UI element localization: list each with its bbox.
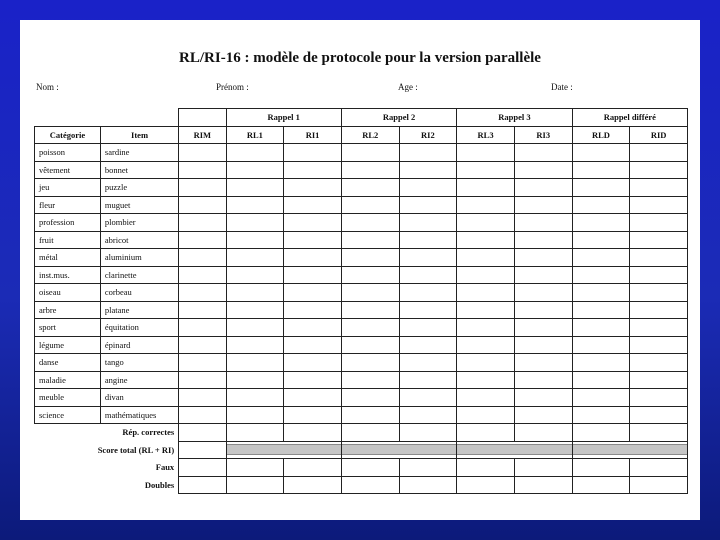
- score-cell[interactable]: [284, 266, 342, 284]
- score-cell[interactable]: [572, 371, 630, 389]
- score-cell[interactable]: [179, 266, 226, 284]
- score-cell[interactable]: [572, 406, 630, 424]
- score-cell[interactable]: [179, 336, 226, 354]
- col-header-rid: RID: [630, 126, 688, 144]
- score-cell[interactable]: [572, 424, 630, 442]
- score-cell[interactable]: [226, 284, 284, 302]
- score-cell[interactable]: [341, 266, 399, 284]
- score-cell[interactable]: [226, 196, 284, 214]
- item-cell: aluminium: [100, 249, 178, 267]
- score-cell[interactable]: [341, 354, 399, 372]
- score-cell[interactable]: [226, 179, 284, 197]
- group-header-rappel-differe: Rappel différé: [572, 109, 687, 127]
- score-cell[interactable]: [284, 301, 342, 319]
- score-cell[interactable]: [399, 301, 457, 319]
- score-cell[interactable]: [341, 406, 399, 424]
- score-cell[interactable]: [226, 459, 284, 477]
- score-cell[interactable]: [572, 144, 630, 162]
- score-cell[interactable]: [572, 284, 630, 302]
- col-header-rld: RLD: [572, 126, 630, 144]
- score-cell[interactable]: [341, 459, 399, 477]
- category-cell: profession: [35, 214, 101, 232]
- col-header-rl2: RL2: [341, 126, 399, 144]
- score-cell[interactable]: [284, 179, 342, 197]
- score-cell[interactable]: [179, 319, 226, 337]
- score-cell[interactable]: [226, 249, 284, 267]
- score-cell[interactable]: [226, 214, 284, 232]
- score-cell[interactable]: [514, 231, 572, 249]
- score-cell[interactable]: [226, 266, 284, 284]
- score-cell[interactable]: [514, 354, 572, 372]
- footer-row: [35, 424, 688, 442]
- score-cell[interactable]: [514, 319, 572, 337]
- score-cell[interactable]: [284, 319, 342, 337]
- page-title: RL/RI-16 : modèle de protocole pour la version parallèle: [179, 50, 541, 66]
- footer-row: [35, 459, 688, 477]
- score-cell[interactable]: [630, 144, 688, 162]
- table-row: [35, 196, 688, 214]
- score-cell[interactable]: [399, 179, 457, 197]
- score-cell[interactable]: [341, 476, 399, 494]
- score-cell[interactable]: [399, 319, 457, 337]
- score-cell[interactable]: [179, 196, 226, 214]
- field-prenom-label: Prénom :: [216, 82, 249, 92]
- score-cell[interactable]: [179, 161, 226, 179]
- score-cell[interactable]: [226, 406, 284, 424]
- category-cell: fruit: [35, 231, 101, 249]
- score-cell[interactable]: [179, 301, 226, 319]
- footer-label: Doubles: [144, 479, 175, 490]
- score-cell[interactable]: [284, 424, 342, 442]
- score-cell[interactable]: [179, 144, 226, 162]
- item-cell: plombier: [100, 214, 178, 232]
- score-cell[interactable]: [630, 161, 688, 179]
- score-cell[interactable]: [284, 231, 342, 249]
- item-cell: bonnet: [100, 161, 178, 179]
- group-header-rappel-1: Rappel 1: [226, 109, 341, 127]
- category-cell: meuble: [35, 389, 101, 407]
- score-cell[interactable]: [226, 144, 284, 162]
- score-cell[interactable]: [341, 196, 399, 214]
- score-cell[interactable]: [630, 354, 688, 372]
- score-cell[interactable]: [341, 336, 399, 354]
- score-cell[interactable]: [399, 424, 457, 442]
- group-header-rappel-3: Rappel 3: [457, 109, 572, 127]
- score-cell[interactable]: [341, 231, 399, 249]
- score-cell[interactable]: [341, 179, 399, 197]
- score-cell[interactable]: [399, 336, 457, 354]
- col-header-ri1: RI1: [284, 126, 342, 144]
- score-cell[interactable]: [630, 406, 688, 424]
- score-cell[interactable]: [457, 389, 515, 407]
- protocol-table: [34, 108, 688, 494]
- item-cell: clarinette: [100, 266, 178, 284]
- item-cell: puzzle: [100, 179, 178, 197]
- score-cell[interactable]: [341, 424, 399, 442]
- score-cell[interactable]: [284, 284, 342, 302]
- score-cell[interactable]: [630, 231, 688, 249]
- table-row: [35, 301, 688, 319]
- category-cell: science: [35, 406, 101, 424]
- table-row: [35, 336, 688, 354]
- score-cell[interactable]: [226, 301, 284, 319]
- score-cell[interactable]: [399, 214, 457, 232]
- item-cell: platane: [100, 301, 178, 319]
- score-cell[interactable]: [630, 196, 688, 214]
- score-cell[interactable]: [399, 144, 457, 162]
- category-cell: vêtement: [35, 161, 101, 179]
- table-row: [35, 389, 688, 407]
- score-cell[interactable]: [226, 161, 284, 179]
- score-cell[interactable]: [284, 371, 342, 389]
- score-cell[interactable]: [514, 389, 572, 407]
- table-row: [35, 161, 688, 179]
- category-cell: oiseau: [35, 284, 101, 302]
- score-cell[interactable]: [572, 161, 630, 179]
- category-cell: maladie: [35, 371, 101, 389]
- score-total-bar: [341, 441, 456, 459]
- table-row: [35, 231, 688, 249]
- category-cell: arbre: [35, 301, 101, 319]
- field-age-label: Age :: [398, 82, 418, 92]
- col-header-item: Item: [100, 126, 178, 144]
- score-cell[interactable]: [179, 249, 226, 267]
- score-cell[interactable]: [514, 161, 572, 179]
- category-cell: jeu: [35, 179, 101, 197]
- score-cell[interactable]: [399, 354, 457, 372]
- col-header-rl1: RL1: [226, 126, 284, 144]
- score-cell[interactable]: [457, 336, 515, 354]
- score-cell[interactable]: [284, 161, 342, 179]
- score-cell[interactable]: [341, 319, 399, 337]
- score-cell[interactable]: [572, 389, 630, 407]
- col-header-rim: RIM: [179, 126, 226, 144]
- category-cell: danse: [35, 354, 101, 372]
- score-cell[interactable]: [572, 214, 630, 232]
- score-cell[interactable]: [457, 459, 515, 477]
- score-cell[interactable]: [457, 144, 515, 162]
- score-cell[interactable]: [341, 284, 399, 302]
- item-cell: mathématiques: [100, 406, 178, 424]
- score-cell[interactable]: [630, 249, 688, 267]
- score-cell[interactable]: [399, 389, 457, 407]
- score-cell[interactable]: [179, 476, 226, 494]
- score-cell[interactable]: [399, 161, 457, 179]
- score-cell[interactable]: [284, 196, 342, 214]
- category-cell: inst.mus.: [35, 266, 101, 284]
- score-cell[interactable]: [399, 266, 457, 284]
- item-cell: muguet: [100, 196, 178, 214]
- score-cell[interactable]: [457, 476, 515, 494]
- score-cell[interactable]: [179, 214, 226, 232]
- footer-row: [35, 476, 688, 494]
- score-cell[interactable]: [399, 459, 457, 477]
- score-cell[interactable]: [514, 336, 572, 354]
- score-cell[interactable]: [399, 406, 457, 424]
- score-cell[interactable]: [457, 284, 515, 302]
- col-header-categorie: Catégorie: [35, 126, 101, 144]
- score-cell[interactable]: [457, 266, 515, 284]
- score-cell[interactable]: [514, 459, 572, 477]
- table-row: [35, 284, 688, 302]
- table-row: [35, 406, 688, 424]
- score-cell[interactable]: [179, 231, 226, 249]
- score-cell[interactable]: [341, 249, 399, 267]
- score-cell[interactable]: [630, 336, 688, 354]
- footer-label: Rép. correctes: [122, 427, 175, 438]
- score-cell[interactable]: [284, 459, 342, 477]
- table-row: [35, 214, 688, 232]
- score-cell[interactable]: [457, 179, 515, 197]
- score-cell[interactable]: [514, 406, 572, 424]
- score-cell[interactable]: [179, 371, 226, 389]
- column-header-row: [35, 126, 688, 144]
- score-cell[interactable]: [179, 389, 226, 407]
- table-row: [35, 319, 688, 337]
- score-total-bar: [572, 441, 687, 459]
- score-cell[interactable]: [457, 214, 515, 232]
- score-cell[interactable]: [572, 336, 630, 354]
- item-cell: divan: [100, 389, 178, 407]
- score-cell[interactable]: [399, 476, 457, 494]
- col-header-ri3: RI3: [514, 126, 572, 144]
- field-nom-label: Nom :: [36, 82, 59, 92]
- score-cell[interactable]: [226, 354, 284, 372]
- score-cell[interactable]: [572, 266, 630, 284]
- score-cell[interactable]: [514, 196, 572, 214]
- score-cell[interactable]: [457, 249, 515, 267]
- field-date-label: Date :: [551, 82, 573, 92]
- col-header-rl3: RL3: [457, 126, 515, 144]
- protocol-sheet: [20, 20, 700, 520]
- item-cell: abricot: [100, 231, 178, 249]
- score-cell[interactable]: [572, 196, 630, 214]
- score-cell[interactable]: [514, 476, 572, 494]
- group-header-rappel-2: Rappel 2: [341, 109, 456, 127]
- group-header-row: [35, 109, 688, 127]
- score-cell[interactable]: [179, 284, 226, 302]
- item-cell: corbeau: [100, 284, 178, 302]
- score-cell[interactable]: [514, 179, 572, 197]
- score-cell[interactable]: [572, 319, 630, 337]
- score-cell[interactable]: [630, 459, 688, 477]
- score-cell[interactable]: [341, 214, 399, 232]
- score-cell[interactable]: [630, 319, 688, 337]
- score-cell[interactable]: [284, 249, 342, 267]
- score-cell[interactable]: [457, 319, 515, 337]
- item-cell: angine: [100, 371, 178, 389]
- table-row: [35, 371, 688, 389]
- score-cell[interactable]: [399, 231, 457, 249]
- score-cell[interactable]: [179, 179, 226, 197]
- score-cell[interactable]: [226, 336, 284, 354]
- score-cell[interactable]: [572, 249, 630, 267]
- item-cell: tango: [100, 354, 178, 372]
- score-cell[interactable]: [284, 336, 342, 354]
- item-cell: épinard: [100, 336, 178, 354]
- score-cell[interactable]: [284, 354, 342, 372]
- table-row: [35, 249, 688, 267]
- score-cell[interactable]: [457, 354, 515, 372]
- item-cell: équitation: [100, 319, 178, 337]
- score-cell[interactable]: [226, 231, 284, 249]
- blank-header-cell: [179, 109, 226, 127]
- category-cell: sport: [35, 319, 101, 337]
- score-cell[interactable]: [457, 301, 515, 319]
- col-header-ri2: RI2: [399, 126, 457, 144]
- score-cell[interactable]: [226, 319, 284, 337]
- score-cell[interactable]: [514, 284, 572, 302]
- score-cell[interactable]: [572, 301, 630, 319]
- score-cell[interactable]: [341, 371, 399, 389]
- score-cell[interactable]: [179, 424, 226, 442]
- score-cell[interactable]: [226, 424, 284, 442]
- score-cell[interactable]: [457, 371, 515, 389]
- score-cell[interactable]: [514, 144, 572, 162]
- score-cell[interactable]: [179, 354, 226, 372]
- score-cell[interactable]: [630, 424, 688, 442]
- score-cell[interactable]: [457, 161, 515, 179]
- score-cell[interactable]: [399, 196, 457, 214]
- category-cell: fleur: [35, 196, 101, 214]
- score-cell[interactable]: [630, 371, 688, 389]
- blank-corner: [35, 109, 179, 127]
- score-cell[interactable]: [226, 389, 284, 407]
- score-cell[interactable]: [284, 214, 342, 232]
- footer-label: Faux: [155, 462, 175, 472]
- score-cell[interactable]: [399, 249, 457, 267]
- score-cell[interactable]: [226, 476, 284, 494]
- table-row: [35, 354, 688, 372]
- score-cell[interactable]: [341, 161, 399, 179]
- footer-label: Score total (RL + RI): [97, 444, 175, 455]
- score-cell[interactable]: [514, 371, 572, 389]
- score-cell[interactable]: [179, 459, 226, 477]
- score-cell[interactable]: [514, 249, 572, 267]
- category-cell: métal: [35, 249, 101, 267]
- score-total-bar: [226, 441, 341, 459]
- score-cell[interactable]: [572, 179, 630, 197]
- score-cell[interactable]: [630, 266, 688, 284]
- score-cell[interactable]: [630, 284, 688, 302]
- score-cell[interactable]: [514, 301, 572, 319]
- score-cell[interactable]: [630, 179, 688, 197]
- score-cell[interactable]: [572, 354, 630, 372]
- score-cell[interactable]: [226, 371, 284, 389]
- item-cell: sardine: [100, 144, 178, 162]
- score-cell[interactable]: [179, 406, 226, 424]
- score-cell[interactable]: [457, 424, 515, 442]
- score-cell[interactable]: [284, 476, 342, 494]
- score-cell[interactable]: [514, 424, 572, 442]
- score-cell[interactable]: [179, 441, 226, 459]
- score-cell[interactable]: [341, 144, 399, 162]
- score-cell[interactable]: [284, 406, 342, 424]
- table-row: [35, 179, 688, 197]
- score-cell[interactable]: [572, 476, 630, 494]
- score-cell[interactable]: [457, 406, 515, 424]
- score-total-bar: [457, 441, 572, 459]
- footer-row: [35, 441, 688, 459]
- category-cell: poisson: [35, 144, 101, 162]
- score-cell[interactable]: [284, 389, 342, 407]
- score-cell[interactable]: [399, 371, 457, 389]
- table-row: [35, 144, 688, 162]
- score-cell[interactable]: [514, 266, 572, 284]
- score-cell[interactable]: [341, 389, 399, 407]
- score-cell[interactable]: [630, 214, 688, 232]
- score-cell[interactable]: [572, 459, 630, 477]
- score-cell[interactable]: [572, 231, 630, 249]
- table-row: [35, 266, 688, 284]
- category-cell: légume: [35, 336, 101, 354]
- score-cell[interactable]: [630, 389, 688, 407]
- score-cell[interactable]: [284, 144, 342, 162]
- score-cell[interactable]: [341, 301, 399, 319]
- score-cell[interactable]: [630, 476, 688, 494]
- score-cell[interactable]: [457, 231, 515, 249]
- score-cell[interactable]: [514, 214, 572, 232]
- score-cell[interactable]: [457, 196, 515, 214]
- score-cell[interactable]: [399, 284, 457, 302]
- score-cell[interactable]: [630, 301, 688, 319]
